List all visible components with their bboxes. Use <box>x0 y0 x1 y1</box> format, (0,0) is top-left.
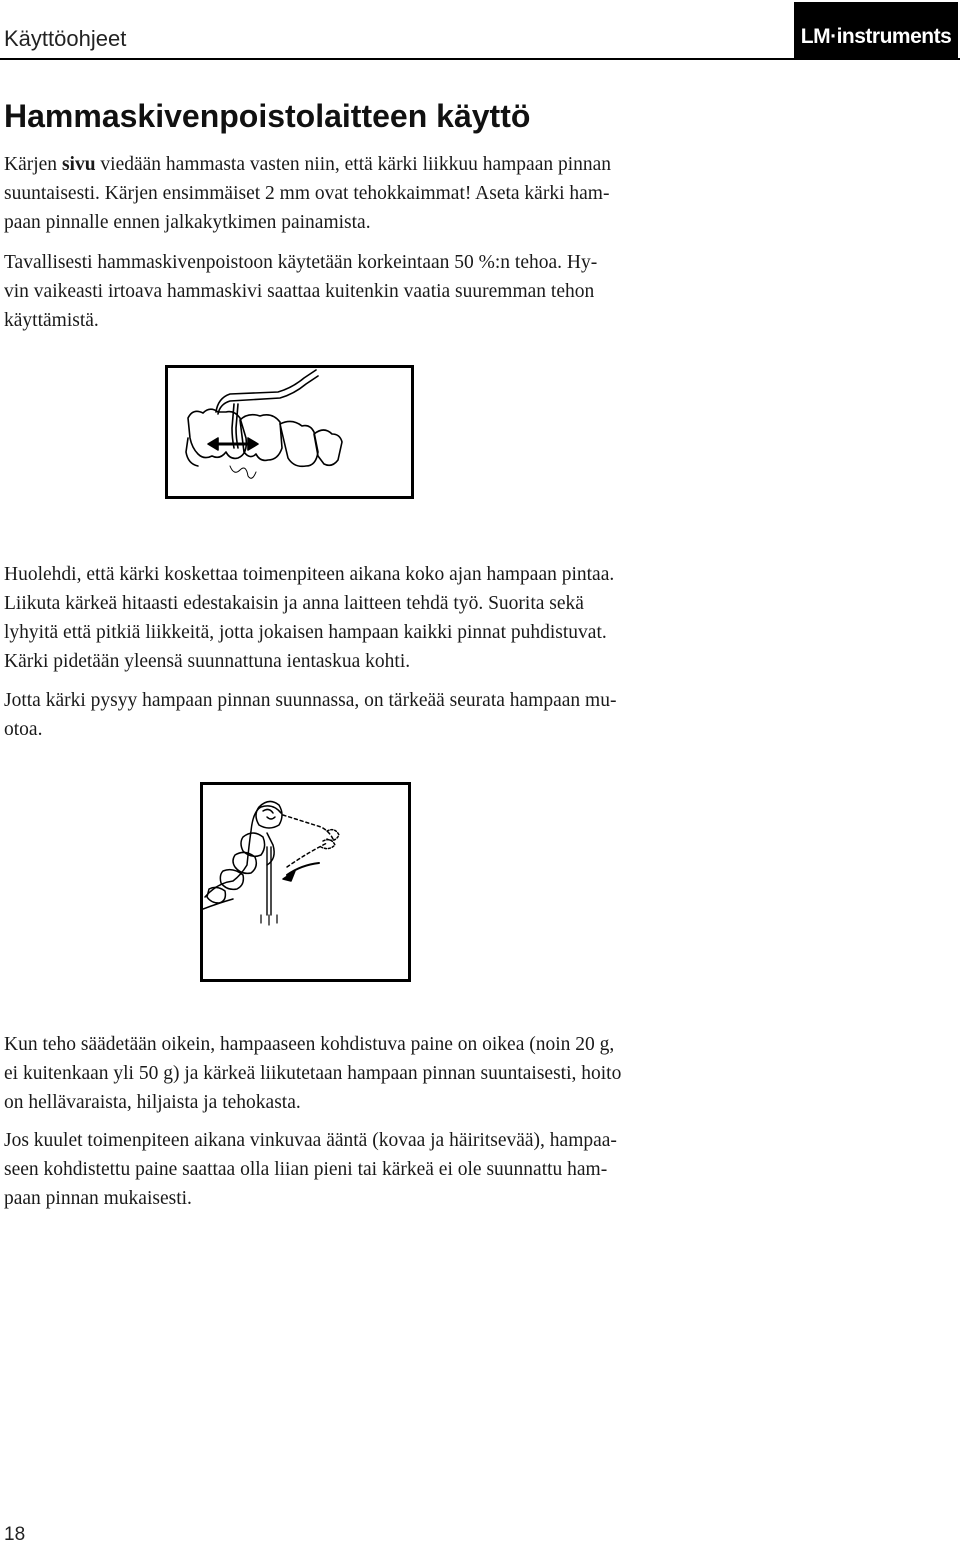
text-line: Kun teho säädetään oikein, hampaaseen kohdistuva paine on oikea (noin 20 g, <box>4 1034 615 1055</box>
paragraph-squeak-noise <box>4 1126 756 1213</box>
emphasis-sivu: sivu <box>61 154 96 175</box>
text-line: Liikuta kärkeä hitaasti edestakaisin ja anna laitteen tehdä työ. Suorita sekä <box>4 593 584 614</box>
figure-tip-on-tooth <box>165 365 414 499</box>
header-section-title: Käyttöohjeet <box>4 26 127 51</box>
brand-logo <box>794 2 958 58</box>
text-line: vin vaikeasti irtoava hammaskivi saattaa kuitenkin vaatia suuremman tehon <box>4 281 595 302</box>
paragraph-follow-contour <box>4 686 756 744</box>
page-title: Hammaskivenpoistolaitteen käyttö <box>4 98 531 134</box>
text-line: lyhyitä että pitkiä liikkeitä, jotta jokaisen hampaan kaikki pinnat puhdistuvat. <box>4 622 607 643</box>
text-line: Jos kuulet toimenpiteen aikana vinkuvaa ääntä (kovaa ja häiritsevää), hampaa- <box>4 1130 617 1151</box>
text-line: otoa. <box>4 719 43 740</box>
paragraph-power <box>4 248 756 335</box>
text-line: suuntaisesti. Kärjen ensimmäiset 2 mm ovat tehokkaimmat! Aseta kärki ham- <box>4 183 610 204</box>
text-line: Tavallisesti hammaskivenpoistoon käytetään korkeintaan 50 %:n tehoa. Hy- <box>4 252 598 273</box>
text-run: viedään hammasta vasten niin, että kärki liikkuu hampaan pinnan <box>95 154 612 175</box>
text-line: ei kuitenkaan yli 50 g) ja kärkeä liikutetaan hampaan pinnan suuntaisesti, hoito <box>4 1063 622 1084</box>
text-line: Huolehdi, että kärki koskettaa toimenpiteen aikana koko ajan hampaan pintaa. <box>4 564 615 585</box>
text-line: Jotta kärki pysyy hampaan pinnan suunnassa, on tärkeää seurata hampaan mu- <box>4 690 617 711</box>
text-line: seen kohdistettu paine saattaa olla liian pieni tai kärkeä ei ole suunnattu ham- <box>4 1159 608 1180</box>
text-line: Kärki pidetään yleensä suunnattuna ientaskua kohti. <box>4 651 411 672</box>
figure-tooth-arch <box>200 782 411 982</box>
paragraph-tip-side <box>4 150 756 237</box>
paragraph-contact <box>4 560 756 676</box>
text-run: Kärjen <box>4 154 62 175</box>
paragraph-correct-power <box>4 1030 756 1117</box>
header-divider <box>0 58 960 60</box>
text-line: on hellävaraista, hiljaista ja tehokasta. <box>4 1092 301 1113</box>
text-line <box>4 150 756 179</box>
tooth-arch-illustration <box>203 785 408 979</box>
text-line: paan pinnalle ennen jalkakytkimen painamista. <box>4 212 371 233</box>
page-number: 18 <box>4 1524 26 1545</box>
tooth-scaler-illustration <box>168 368 411 496</box>
text-line: paan pinnan mukaisesti. <box>4 1188 192 1209</box>
text-line: käyttämistä. <box>4 310 99 331</box>
brand-logo-text: LM·instruments <box>800 25 952 48</box>
